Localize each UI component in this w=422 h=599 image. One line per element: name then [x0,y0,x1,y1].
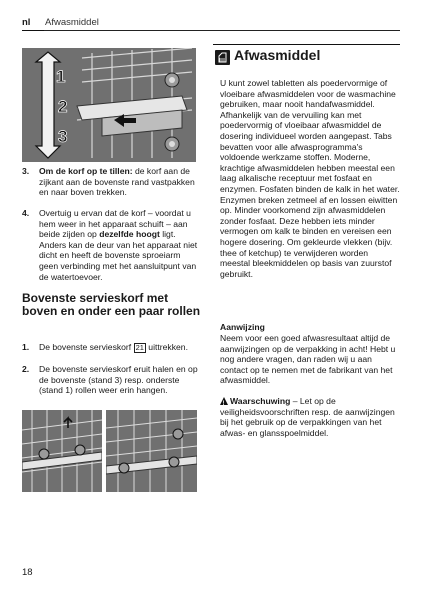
rollers-lower-illustration [106,410,197,492]
warning-text: – Let op de veiligheidsvoorschriften resp. de aanwijzingen bij het gebruik op de verpakkingen van het afwas- en glansspoelmiddel. [220,396,395,438]
section-rule [213,44,400,45]
step-3 [22,166,200,198]
detergent-icon [215,50,230,65]
step-2 [22,364,200,396]
header-language: nl [22,17,31,28]
step-text: De bovenste servieskorf eruit halen en op de bovenste (stand 3) resp. onderste (stand 1) rollen weer erin hangen. [39,364,198,396]
note-body-text: Neem voor een goed afwasresultaat altijd de aanwijzingen op de verpakking in acht! Hebt u nog andere vragen, dan raden wij u aan contact op te nemen met de fabrikant van het afwasmiddel. [220,333,396,386]
step-4 [22,208,200,282]
header-title: Afwasmiddel [45,17,99,28]
basket-height-illustration [22,48,196,162]
step-number: 4. [22,208,30,218]
height-digit-2: 2 [58,97,68,116]
step-number: 2. [22,364,30,374]
header-rule [22,30,400,31]
step-keyword: dezelfde hoogt [99,229,160,240]
page-number: 18 [22,567,33,578]
note-heading: Aanwijzing [220,322,265,332]
warning-triangle-icon [220,397,228,405]
section-heading: Bovenste servieskorf met boven en onder een paar rollen [22,291,201,319]
height-digit-3: 3 [58,127,68,146]
part-reference: 21 [135,343,144,352]
warning-label: Waarschuwing [230,396,291,406]
step-text-cont: ligt. Anders kan de deur van het apparaat niet dicht en heeft de bovenste sproeiarm geen verbinding met het aansluitpunt van de watertoevoer. [39,229,198,282]
step-text-cont: uittrekken. [145,342,188,352]
rollers-upper-illustration [22,410,102,492]
step-number: 3. [22,166,30,176]
step-text: Overtuig u ervan dat de korf – voordat u hem weer in het apparaat schuift – aan beide zijden op [39,208,191,240]
step-text: De bovenste servieskorf [39,342,134,352]
detergent-body-text: U kunt zowel tabletten als poedervormige of vloeibare afwasmiddelen voor de wasmachine gebruiken, maar nooit handafwasmiddel. Afhankelijk van de vervuiling kan met poedervormig of vloeibaar afwasmiddel de dosering individueel worden aangepast. Tabs bevatten voor alle afwasprogramma's voldoende werkzame stoffen. Moderne, krachtige afwasmiddelen hebben meestal een laag alkalische receptuur met fosfaat en enzymen. Fosfaten binden de kalk in het water. Enzymen breken zetmeel af en lossen eiwitten op. Minder voorkomend zijn afwasmiddelen zonder fosfaat. Deze hebben iets minder vermogen om kalk te binden en vereisen een hogere dosering. Om gekleurde vlekken (bijv. thee of ketchup) te verwijderen worden meestal bleekmiddelen op basis van zuurstof gebruikt. [220,78,400,279]
step-1 [22,342,200,353]
step-text: de korf aan de zijkant aan de bovenste rand vastpakken en naar boven trekken. [39,166,195,198]
header-rule-accent [22,30,44,31]
warning-block [220,396,400,438]
height-digit-1: 1 [56,67,66,86]
section-title: Afwasmiddel [234,47,321,63]
step-number: 1. [22,342,30,352]
step-keyword: Om de korf op te tillen: [39,166,133,176]
